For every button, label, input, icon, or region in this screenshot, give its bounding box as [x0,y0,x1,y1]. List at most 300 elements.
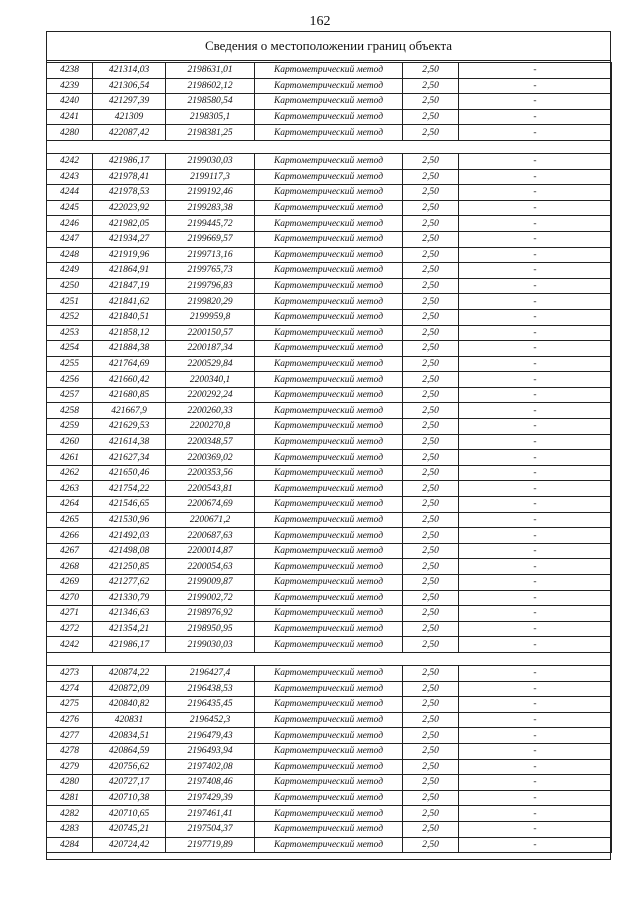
description-cell: - [459,743,612,759]
description-cell: - [459,403,612,419]
y-coordinate-cell: 2196479,43 [166,728,255,744]
method-cell: Картометрический метод [255,697,403,713]
accuracy-cell: 2,50 [403,294,459,310]
accuracy-cell: 2,50 [403,387,459,403]
method-cell: Картометрический метод [255,294,403,310]
point-number-cell: 4240 [47,94,93,110]
table-row [47,712,612,728]
table-row [47,325,612,341]
x-coordinate-cell: 421680,85 [93,387,166,403]
accuracy-cell: 2,50 [403,543,459,559]
description-cell: - [459,372,612,388]
x-coordinate-cell: 421629,53 [93,419,166,435]
method-cell: Картометрический метод [255,775,403,791]
description-cell: - [459,325,612,341]
description-cell: - [459,294,612,310]
accuracy-cell: 2,50 [403,775,459,791]
method-cell: Картометрический метод [255,606,403,622]
y-coordinate-cell: 2200260,33 [166,403,255,419]
description-cell: - [459,216,612,232]
point-number-cell: 4260 [47,434,93,450]
description-cell: - [459,559,612,575]
table-row [47,153,612,169]
y-coordinate-cell: 2197461,41 [166,806,255,822]
description-cell: - [459,63,612,79]
description-cell: - [459,821,612,837]
accuracy-cell: 2,50 [403,759,459,775]
method-cell: Картометрический метод [255,543,403,559]
description-cell: - [459,94,612,110]
y-coordinate-cell: 2200348,57 [166,434,255,450]
point-number-cell: 4280 [47,125,93,141]
description-cell: - [459,200,612,216]
x-coordinate-cell: 421667,9 [93,403,166,419]
table-row [47,528,612,544]
x-coordinate-cell: 421498,08 [93,543,166,559]
y-coordinate-cell: 2200674,69 [166,497,255,513]
table-row [47,169,612,185]
point-number-cell: 4242 [47,153,93,169]
table-row [47,728,612,744]
x-coordinate-cell: 421546,65 [93,497,166,513]
table-row [47,837,612,853]
table-row [47,806,612,822]
point-number-cell: 4250 [47,278,93,294]
x-coordinate-cell: 420724,42 [93,837,166,853]
table-row [47,606,612,622]
y-coordinate-cell: 2197408,46 [166,775,255,791]
point-number-cell: 4271 [47,606,93,622]
table-row [47,681,612,697]
x-coordinate-cell: 421306,54 [93,78,166,94]
y-coordinate-cell: 2200292,24 [166,387,255,403]
table-row [47,543,612,559]
x-coordinate-cell: 421978,41 [93,169,166,185]
table-row [47,790,612,806]
method-cell: Картометрический метод [255,665,403,681]
accuracy-cell: 2,50 [403,78,459,94]
accuracy-cell: 2,50 [403,419,459,435]
accuracy-cell: 2,50 [403,169,459,185]
y-coordinate-cell: 2197402,08 [166,759,255,775]
y-coordinate-cell: 2199117,3 [166,169,255,185]
method-cell: Картометрический метод [255,790,403,806]
table-row [47,125,612,141]
x-coordinate-cell: 421530,96 [93,512,166,528]
point-number-cell: 4262 [47,465,93,481]
point-number-cell: 4255 [47,356,93,372]
method-cell: Картометрический метод [255,247,403,263]
accuracy-cell: 2,50 [403,697,459,713]
accuracy-cell: 2,50 [403,434,459,450]
point-number-cell: 4267 [47,543,93,559]
description-cell: - [459,775,612,791]
y-coordinate-cell: 2200529,84 [166,356,255,372]
x-coordinate-cell: 420745,21 [93,821,166,837]
point-number-cell: 4254 [47,341,93,357]
point-number-cell: 4270 [47,590,93,606]
table-row [47,78,612,94]
description-cell: - [459,247,612,263]
table-title: Сведения о местоположении границ объекта [46,31,611,61]
description-cell: - [459,712,612,728]
description-cell: - [459,481,612,497]
y-coordinate-cell: 2199002,72 [166,590,255,606]
method-cell: Картометрический метод [255,637,403,653]
method-cell: Картометрический метод [255,63,403,79]
accuracy-cell: 2,50 [403,728,459,744]
y-coordinate-cell: 2198631,01 [166,63,255,79]
description-cell: - [459,512,612,528]
method-cell: Картометрический метод [255,278,403,294]
x-coordinate-cell: 420727,17 [93,775,166,791]
table-row [47,621,612,637]
y-coordinate-cell: 2200270,8 [166,419,255,435]
y-coordinate-cell: 2199445,72 [166,216,255,232]
point-number-cell: 4244 [47,185,93,201]
x-coordinate-cell: 420872,09 [93,681,166,697]
point-number-cell: 4279 [47,759,93,775]
point-number-cell: 4275 [47,697,93,713]
x-coordinate-cell: 421764,69 [93,356,166,372]
accuracy-cell: 2,50 [403,712,459,728]
accuracy-cell: 2,50 [403,185,459,201]
x-coordinate-cell: 421986,17 [93,153,166,169]
point-number-cell: 4261 [47,450,93,466]
y-coordinate-cell: 2199283,38 [166,200,255,216]
point-number-cell: 4252 [47,309,93,325]
point-number-cell: 4268 [47,559,93,575]
table-row [47,200,612,216]
description-cell: - [459,637,612,653]
table-row [47,63,612,79]
y-coordinate-cell: 2198305,1 [166,109,255,125]
table-row [47,775,612,791]
x-coordinate-cell: 420840,82 [93,697,166,713]
accuracy-cell: 2,50 [403,372,459,388]
table-row [47,294,612,310]
section-gap-cell [47,652,612,665]
accuracy-cell: 2,50 [403,806,459,822]
section-gap-row [47,140,612,153]
y-coordinate-cell: 2199959,8 [166,309,255,325]
accuracy-cell: 2,50 [403,790,459,806]
description-cell: - [459,278,612,294]
method-cell: Картометрический метод [255,621,403,637]
point-number-cell: 4249 [47,263,93,279]
y-coordinate-cell: 2196438,53 [166,681,255,697]
description-cell: - [459,806,612,822]
table-row [47,263,612,279]
description-cell: - [459,497,612,513]
point-number-cell: 4284 [47,837,93,853]
method-cell: Картометрический метод [255,434,403,450]
x-coordinate-cell: 421492,03 [93,528,166,544]
coordinates-table [46,62,612,853]
x-coordinate-cell: 421934,27 [93,231,166,247]
x-coordinate-cell: 422023,92 [93,200,166,216]
method-cell: Картометрический метод [255,231,403,247]
description-cell: - [459,790,612,806]
x-coordinate-cell: 421840,51 [93,309,166,325]
description-cell: - [459,109,612,125]
table-row [47,465,612,481]
point-number-cell: 4283 [47,821,93,837]
accuracy-cell: 2,50 [403,325,459,341]
table-row [47,185,612,201]
y-coordinate-cell: 2200054,63 [166,559,255,575]
x-coordinate-cell: 421858,12 [93,325,166,341]
point-number-cell: 4264 [47,497,93,513]
method-cell: Картометрический метод [255,216,403,232]
point-number-cell: 4266 [47,528,93,544]
coordinates-table-body [47,63,612,853]
method-cell: Картометрический метод [255,341,403,357]
x-coordinate-cell: 420756,62 [93,759,166,775]
point-number-cell: 4269 [47,575,93,591]
method-cell: Картометрический метод [255,169,403,185]
x-coordinate-cell: 421309 [93,109,166,125]
point-number-cell: 4256 [47,372,93,388]
y-coordinate-cell: 2196452,3 [166,712,255,728]
method-cell: Картометрический метод [255,806,403,822]
accuracy-cell: 2,50 [403,63,459,79]
accuracy-cell: 2,50 [403,512,459,528]
description-cell: - [459,169,612,185]
method-cell: Картометрический метод [255,325,403,341]
point-number-cell: 4278 [47,743,93,759]
y-coordinate-cell: 2199192,46 [166,185,255,201]
method-cell: Картометрический метод [255,837,403,853]
accuracy-cell: 2,50 [403,497,459,513]
method-cell: Картометрический метод [255,497,403,513]
accuracy-cell: 2,50 [403,637,459,653]
accuracy-cell: 2,50 [403,403,459,419]
accuracy-cell: 2,50 [403,665,459,681]
table-row [47,497,612,513]
x-coordinate-cell: 420831 [93,712,166,728]
method-cell: Картометрический метод [255,185,403,201]
accuracy-cell: 2,50 [403,309,459,325]
y-coordinate-cell: 2199713,16 [166,247,255,263]
x-coordinate-cell: 420864,59 [93,743,166,759]
description-cell: - [459,387,612,403]
method-cell: Картометрический метод [255,575,403,591]
description-cell: - [459,697,612,713]
x-coordinate-cell: 421864,91 [93,263,166,279]
accuracy-cell: 2,50 [403,465,459,481]
accuracy-cell: 2,50 [403,109,459,125]
table-row [47,341,612,357]
accuracy-cell: 2,50 [403,356,459,372]
description-cell: - [459,575,612,591]
y-coordinate-cell: 2198950,95 [166,621,255,637]
method-cell: Картометрический метод [255,728,403,744]
description-cell: - [459,728,612,744]
x-coordinate-cell: 421354,21 [93,621,166,637]
y-coordinate-cell: 2197429,39 [166,790,255,806]
method-cell: Картометрический метод [255,681,403,697]
table-row [47,372,612,388]
point-number-cell: 4277 [47,728,93,744]
point-number-cell: 4245 [47,200,93,216]
point-number-cell: 4246 [47,216,93,232]
method-cell: Картометрический метод [255,465,403,481]
point-number-cell: 4280 [47,775,93,791]
description-cell: - [459,434,612,450]
point-number-cell: 4272 [47,621,93,637]
x-coordinate-cell: 421660,42 [93,372,166,388]
y-coordinate-cell: 2199669,57 [166,231,255,247]
accuracy-cell: 2,50 [403,263,459,279]
y-coordinate-cell: 2200150,57 [166,325,255,341]
method-cell: Картометрический метод [255,559,403,575]
method-cell: Картометрический метод [255,481,403,497]
method-cell: Картометрический метод [255,372,403,388]
accuracy-cell: 2,50 [403,590,459,606]
table-row [47,216,612,232]
y-coordinate-cell: 2198976,92 [166,606,255,622]
x-coordinate-cell: 421277,62 [93,575,166,591]
x-coordinate-cell: 422087,42 [93,125,166,141]
description-cell: - [459,621,612,637]
point-number-cell: 4247 [47,231,93,247]
accuracy-cell: 2,50 [403,575,459,591]
description-cell: - [459,78,612,94]
y-coordinate-cell: 2196427,4 [166,665,255,681]
y-coordinate-cell: 2200671,2 [166,512,255,528]
x-coordinate-cell: 421614,38 [93,434,166,450]
x-coordinate-cell: 421986,17 [93,637,166,653]
accuracy-cell: 2,50 [403,247,459,263]
table-row [47,590,612,606]
table-row [47,309,612,325]
x-coordinate-cell: 421330,79 [93,590,166,606]
x-coordinate-cell: 421314,03 [93,63,166,79]
description-cell: - [459,309,612,325]
point-number-cell: 4265 [47,512,93,528]
description-cell: - [459,543,612,559]
y-coordinate-cell: 2200687,63 [166,528,255,544]
x-coordinate-cell: 421841,62 [93,294,166,310]
description-cell: - [459,681,612,697]
table-row [47,109,612,125]
description-cell: - [459,528,612,544]
description-cell: - [459,590,612,606]
y-coordinate-cell: 2199030,03 [166,153,255,169]
point-number-cell: 4282 [47,806,93,822]
description-cell: - [459,185,612,201]
accuracy-cell: 2,50 [403,450,459,466]
table-row [47,247,612,263]
method-cell: Картометрический метод [255,309,403,325]
method-cell: Картометрический метод [255,94,403,110]
y-coordinate-cell: 2200340,1 [166,372,255,388]
x-coordinate-cell: 421297,39 [93,94,166,110]
point-number-cell: 4241 [47,109,93,125]
method-cell: Картометрический метод [255,356,403,372]
description-cell: - [459,356,612,372]
accuracy-cell: 2,50 [403,216,459,232]
y-coordinate-cell: 2200369,02 [166,450,255,466]
description-cell: - [459,665,612,681]
method-cell: Картометрический метод [255,512,403,528]
y-coordinate-cell: 2196435,45 [166,697,255,713]
description-cell: - [459,837,612,853]
method-cell: Картометрический метод [255,200,403,216]
method-cell: Картометрический метод [255,78,403,94]
y-coordinate-cell: 2196493,94 [166,743,255,759]
table-row [47,759,612,775]
method-cell: Картометрический метод [255,153,403,169]
accuracy-cell: 2,50 [403,837,459,853]
table-row [47,665,612,681]
table-row [47,419,612,435]
accuracy-cell: 2,50 [403,231,459,247]
table-row [47,450,612,466]
accuracy-cell: 2,50 [403,743,459,759]
method-cell: Картометрический метод [255,109,403,125]
y-coordinate-cell: 2197719,89 [166,837,255,853]
table-row [47,697,612,713]
table-row [47,743,612,759]
y-coordinate-cell: 2197504,37 [166,821,255,837]
x-coordinate-cell: 421650,46 [93,465,166,481]
table-row [47,231,612,247]
point-number-cell: 4281 [47,790,93,806]
accuracy-cell: 2,50 [403,278,459,294]
description-cell: - [459,759,612,775]
method-cell: Картометрический метод [255,759,403,775]
point-number-cell: 4242 [47,637,93,653]
point-number-cell: 4258 [47,403,93,419]
section-gap-row [47,652,612,665]
y-coordinate-cell: 2200187,34 [166,341,255,357]
point-number-cell: 4248 [47,247,93,263]
page-number: 162 [309,14,331,29]
x-coordinate-cell: 421978,53 [93,185,166,201]
accuracy-cell: 2,50 [403,153,459,169]
x-coordinate-cell: 421847,19 [93,278,166,294]
method-cell: Картометрический метод [255,743,403,759]
accuracy-cell: 2,50 [403,200,459,216]
accuracy-cell: 2,50 [403,621,459,637]
y-coordinate-cell: 2199765,73 [166,263,255,279]
point-number-cell: 4273 [47,665,93,681]
x-coordinate-cell: 421250,85 [93,559,166,575]
method-cell: Картометрический метод [255,419,403,435]
y-coordinate-cell: 2199820,29 [166,294,255,310]
method-cell: Картометрический метод [255,590,403,606]
x-coordinate-cell: 421754,22 [93,481,166,497]
accuracy-cell: 2,50 [403,341,459,357]
accuracy-cell: 2,50 [403,528,459,544]
description-cell: - [459,231,612,247]
y-coordinate-cell: 2198602,12 [166,78,255,94]
point-number-cell: 4276 [47,712,93,728]
table-row [47,403,612,419]
x-coordinate-cell: 421346,63 [93,606,166,622]
accuracy-cell: 2,50 [403,559,459,575]
x-coordinate-cell: 421884,38 [93,341,166,357]
method-cell: Картометрический метод [255,403,403,419]
accuracy-cell: 2,50 [403,94,459,110]
y-coordinate-cell: 2200353,56 [166,465,255,481]
y-coordinate-cell: 2199030,03 [166,637,255,653]
x-coordinate-cell: 420874,22 [93,665,166,681]
point-number-cell: 4238 [47,63,93,79]
description-cell: - [459,450,612,466]
